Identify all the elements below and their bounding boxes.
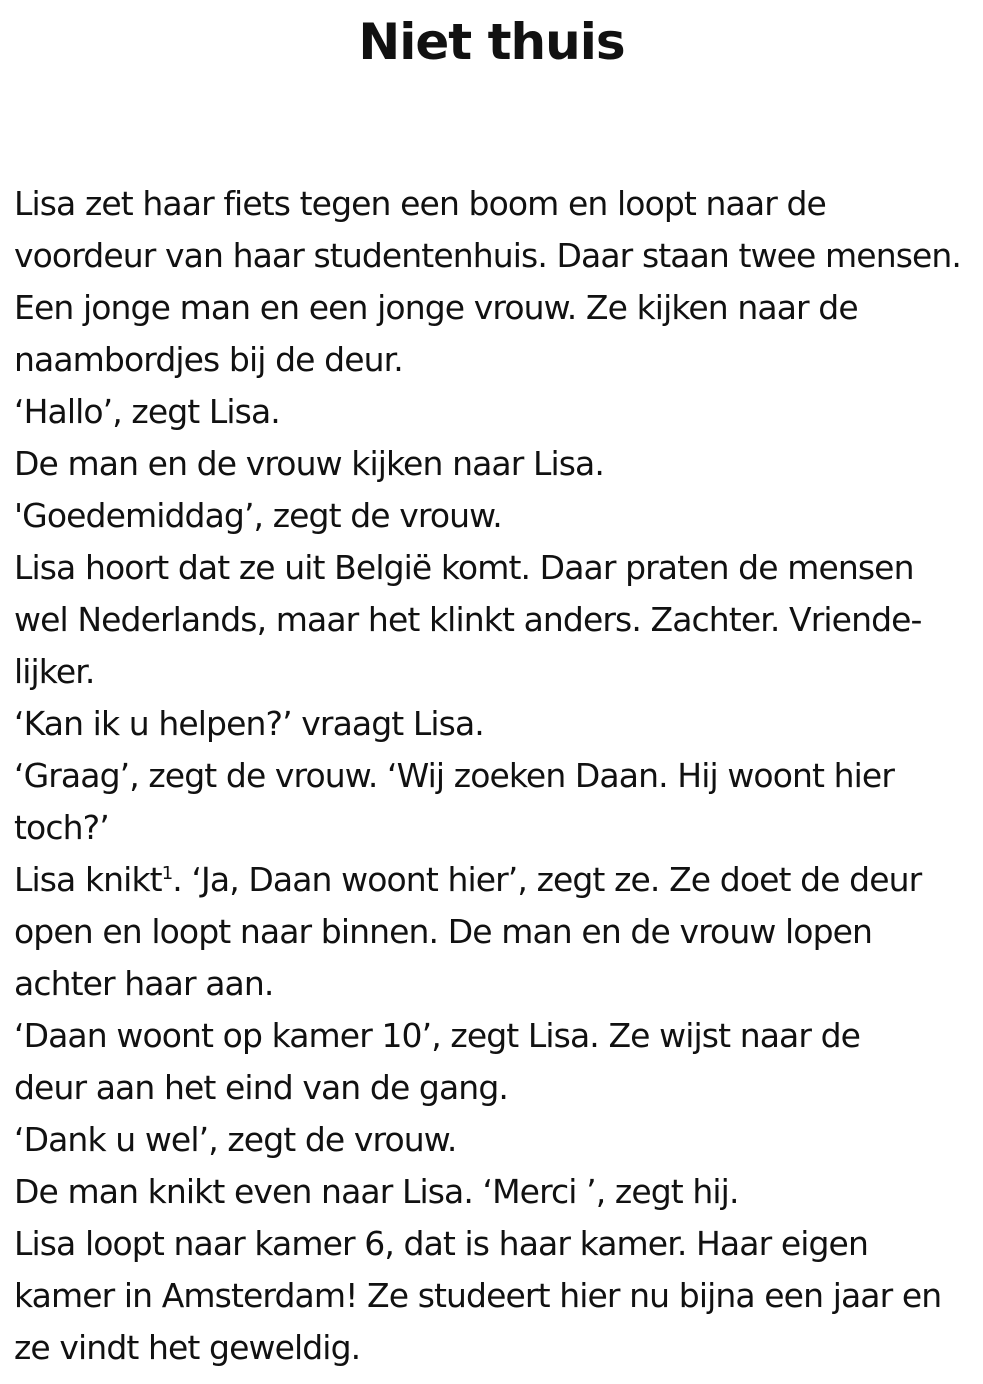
text-line: ‘Graag’, zegt de vrouw. ‘Wij zoeken Daan. Hij woont hier xyxy=(14,756,894,795)
text-line: ‘Hallo’, zegt Lisa. xyxy=(14,392,280,431)
text-line-rest: . ‘Ja, Daan woont hier’, zegt ze. Ze doet de deur xyxy=(172,860,922,899)
text-line: Lisa zet haar fiets tegen een boom en loopt naar de xyxy=(14,184,826,223)
text-line: open en loopt naar binnen. De man en de vrouw lopen xyxy=(14,912,873,951)
text-line: voordeur van haar studentenhuis. Daar staan twee mensen. xyxy=(14,236,962,275)
text-line: achter haar aan. xyxy=(14,964,274,1003)
document-title: Niet thuis xyxy=(358,13,625,71)
text-line: ze vindt het geweldig. xyxy=(14,1328,361,1367)
text-line: naambordjes bij de deur. xyxy=(14,340,403,379)
story-text xyxy=(14,178,974,1374)
text-line: Een jonge man en een jonge vrouw. Ze kijken naar de xyxy=(14,288,858,327)
text-line: ‘Daan woont op kamer 10’, zegt Lisa. Ze wijst naar de xyxy=(14,1016,861,1055)
text-line: De man en de vrouw kijken naar Lisa. xyxy=(14,444,604,483)
text-line: Lisa loopt naar kamer 6, dat is haar kamer. Haar eigen xyxy=(14,1224,868,1263)
text-line: Lisa hoort dat ze uit België komt. Daar praten de mensen xyxy=(14,548,914,587)
text-line: deur aan het eind van de gang. xyxy=(14,1068,508,1107)
text-line: lijker. xyxy=(14,652,95,691)
text-line: toch?’ xyxy=(14,808,109,847)
text-line: ‘Kan ik u helpen?’ vraagt Lisa. xyxy=(14,704,484,743)
text-line: 'Goedemiddag’, zegt de vrouw. xyxy=(14,496,502,535)
text-line: De man knikt even naar Lisa. ‘Merci ’, zegt hij. xyxy=(14,1172,739,1211)
text-line-start: Lisa knikt xyxy=(14,860,162,899)
text-line: ‘Dank u wel’, zegt de vrouw. xyxy=(14,1120,457,1159)
text-line: wel Nederlands, maar het klinkt anders. Zachter. Vriende- xyxy=(14,600,922,639)
text-line: kamer in Amsterdam! Ze studeert hier nu bijna een jaar en xyxy=(14,1276,942,1315)
text-line-with-footnote xyxy=(14,854,974,906)
footnote-marker: 1 xyxy=(161,863,173,884)
